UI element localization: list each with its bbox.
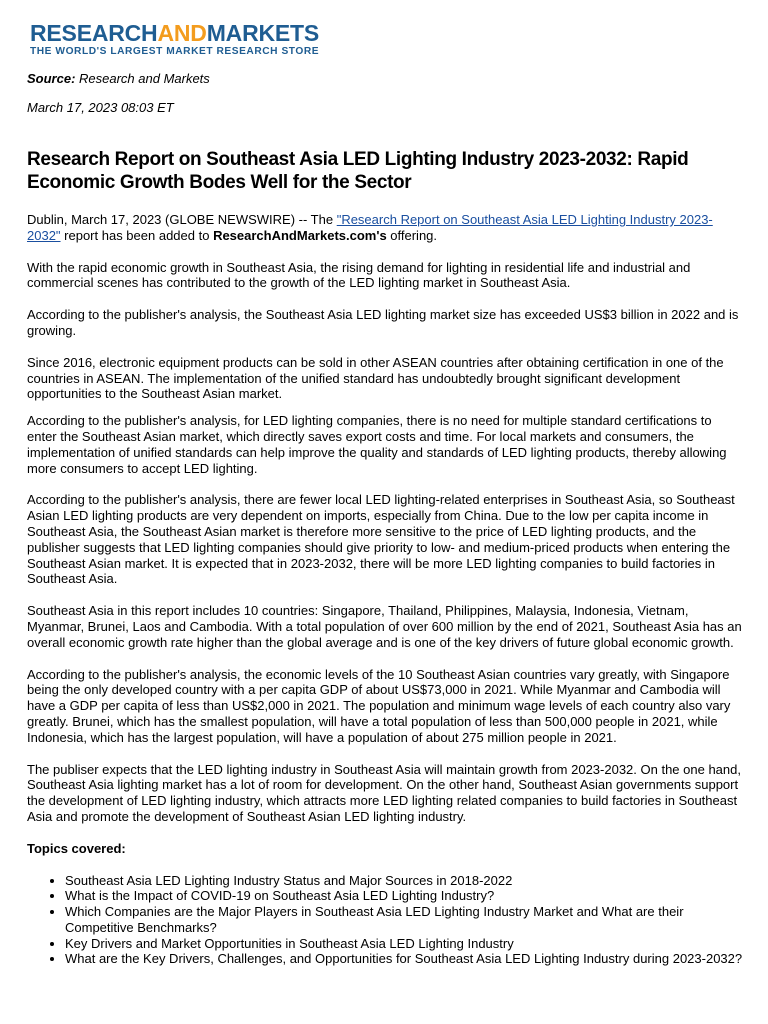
list-item: • What is the Impact of COVID-19 on Southeast Asia LED Lighting Industry? bbox=[65, 888, 743, 904]
logo-wordmark bbox=[30, 22, 330, 45]
intro-prefix: Dublin, March 17, 2023 (GLOBE NEWSWIRE) -- The bbox=[27, 212, 337, 227]
list-item: • Southeast Asia LED Lighting Industry Status and Major Sources in 2018-2022 bbox=[65, 873, 743, 889]
page-title: Research Report on Southeast Asia LED Lighting Industry 2023-2032: Rapid Economic Growth Bodes Well for the Sector bbox=[27, 149, 689, 193]
list-item: • Which Companies are the Major Players in Southeast Asia LED Lighting Industry Market and What are their Competitive Benchmarks? bbox=[65, 904, 743, 936]
paragraph: The publiser expects that the LED lighting industry in Southeast Asia will maintain growth from 2023-2032. On the one hand, Southeast Asia lighting market has a lot of room for development. On the other hand, Southeast Asian governments support the development of LED lighting industry, which attracts more LED lighting related companies to build factories in Southeast Asia and promote the development of Southeast Asian LED lighting industry. bbox=[27, 761, 741, 824]
publish-date: March 17, 2023 08:03 ET bbox=[27, 100, 174, 115]
article-body bbox=[27, 212, 743, 967]
intro-bold: ResearchAndMarkets.com's bbox=[213, 227, 387, 243]
report-link[interactable]: "Research Report on Southeast Asia LED Lighting Industry 2023-2032" bbox=[27, 212, 713, 243]
paragraph: According to the publisher's analysis, for LED lighting companies, there is no need for multiple standard certifications to enter the Southeast Asian market, which directly saves export costs and time. For local markets and consumers, the implementation of unified standards can help improve the quality and standards of LED lighting products, thereby allowing more consumers to accept LED lighting. bbox=[27, 413, 727, 476]
paragraph: Southeast Asia in this report includes 10 countries: Singapore, Thailand, Philippines, Malaysia, Indonesia, Vietnam, Myanmar, Brunei, Laos and Cambodia. With a total population of over 600 million by the end of 2021, Southeast Asia has an overall economic growth rate higher than the global average and is one of the key drivers of future global economic growth. bbox=[27, 603, 742, 650]
research-and-markets-logo[interactable] bbox=[30, 22, 330, 58]
logo-markets: MARKETS bbox=[206, 20, 320, 46]
paragraph: According to the publisher's analysis, there are fewer local LED lighting-related enterprises in Southeast Asia, so Southeast Asian LED lighting products are very dependent on imports, especially from China. Due to the low per capita income in Southeast Asia, the Southeast Asian market is therefore more sensitive to the price of LED lighting products, and the publisher suggests that LED lighting companies should give priority to low- and medium-priced products when entering the Southeast Asian market. It is expected that in 2023-2032, there will be more LED lighting companies to build factories in Southeast Asia. bbox=[27, 492, 735, 587]
intro-paragraph bbox=[27, 212, 743, 244]
source-label: Source: bbox=[27, 71, 76, 86]
paragraph: Since 2016, electronic equipment products can be sold in other ASEAN countries after obtaining certification in one of the countries in ASEAN. The implementation of the unified standard has undoubtedly brought significant development opportunities to the Southeast Asian market. bbox=[27, 354, 724, 402]
logo-tagline: THE WORLD'S LARGEST MARKET RESEARCH STORE bbox=[30, 46, 320, 57]
list-item: • Key Drivers and Market Opportunities in Southeast Asia LED Lighting Industry bbox=[65, 936, 743, 952]
source-line bbox=[27, 71, 210, 87]
source-value: Research and Markets bbox=[75, 71, 210, 86]
logo-and: AND bbox=[157, 20, 207, 46]
topics-list bbox=[27, 873, 743, 968]
intro-suffix: offering. bbox=[386, 227, 438, 243]
logo-research: RESEARCH bbox=[30, 20, 158, 46]
paragraph: According to the publisher's analysis, the economic levels of the 10 Southeast Asian countries vary greatly, with Singapore being the only developed country with a per capita GDP of about US$73,000 in 2021. While Myanmar and Cambodia will have a GDP per capita of less than US$2,000 in 2021. The population and minimum wage levels of each country also vary greatly. Brunei, which has the smallest population, will have a total population of less than 500,000 people in 2021, while Indonesia, which has the largest population, will have a population of about 275 million people in 2021. bbox=[27, 666, 731, 745]
paragraph: According to the publisher's analysis, the Southeast Asia LED lighting market size has exceeded US$3 billion in 2022 and is growing. bbox=[27, 307, 739, 338]
list-item: • What are the Key Drivers, Challenges, and Opportunities for Southeast Asia LED Lighting Industry during 2023-2032? bbox=[65, 951, 743, 967]
paragraph: With the rapid economic growth in Southeast Asia, the rising demand for lighting in residential life and industrial and commercial scenes has contributed to the growth of the LED lighting market in Southeast Asia. bbox=[27, 259, 691, 291]
topics-heading: Topics covered: bbox=[27, 840, 126, 856]
intro-middle: report has been added to bbox=[60, 227, 214, 243]
